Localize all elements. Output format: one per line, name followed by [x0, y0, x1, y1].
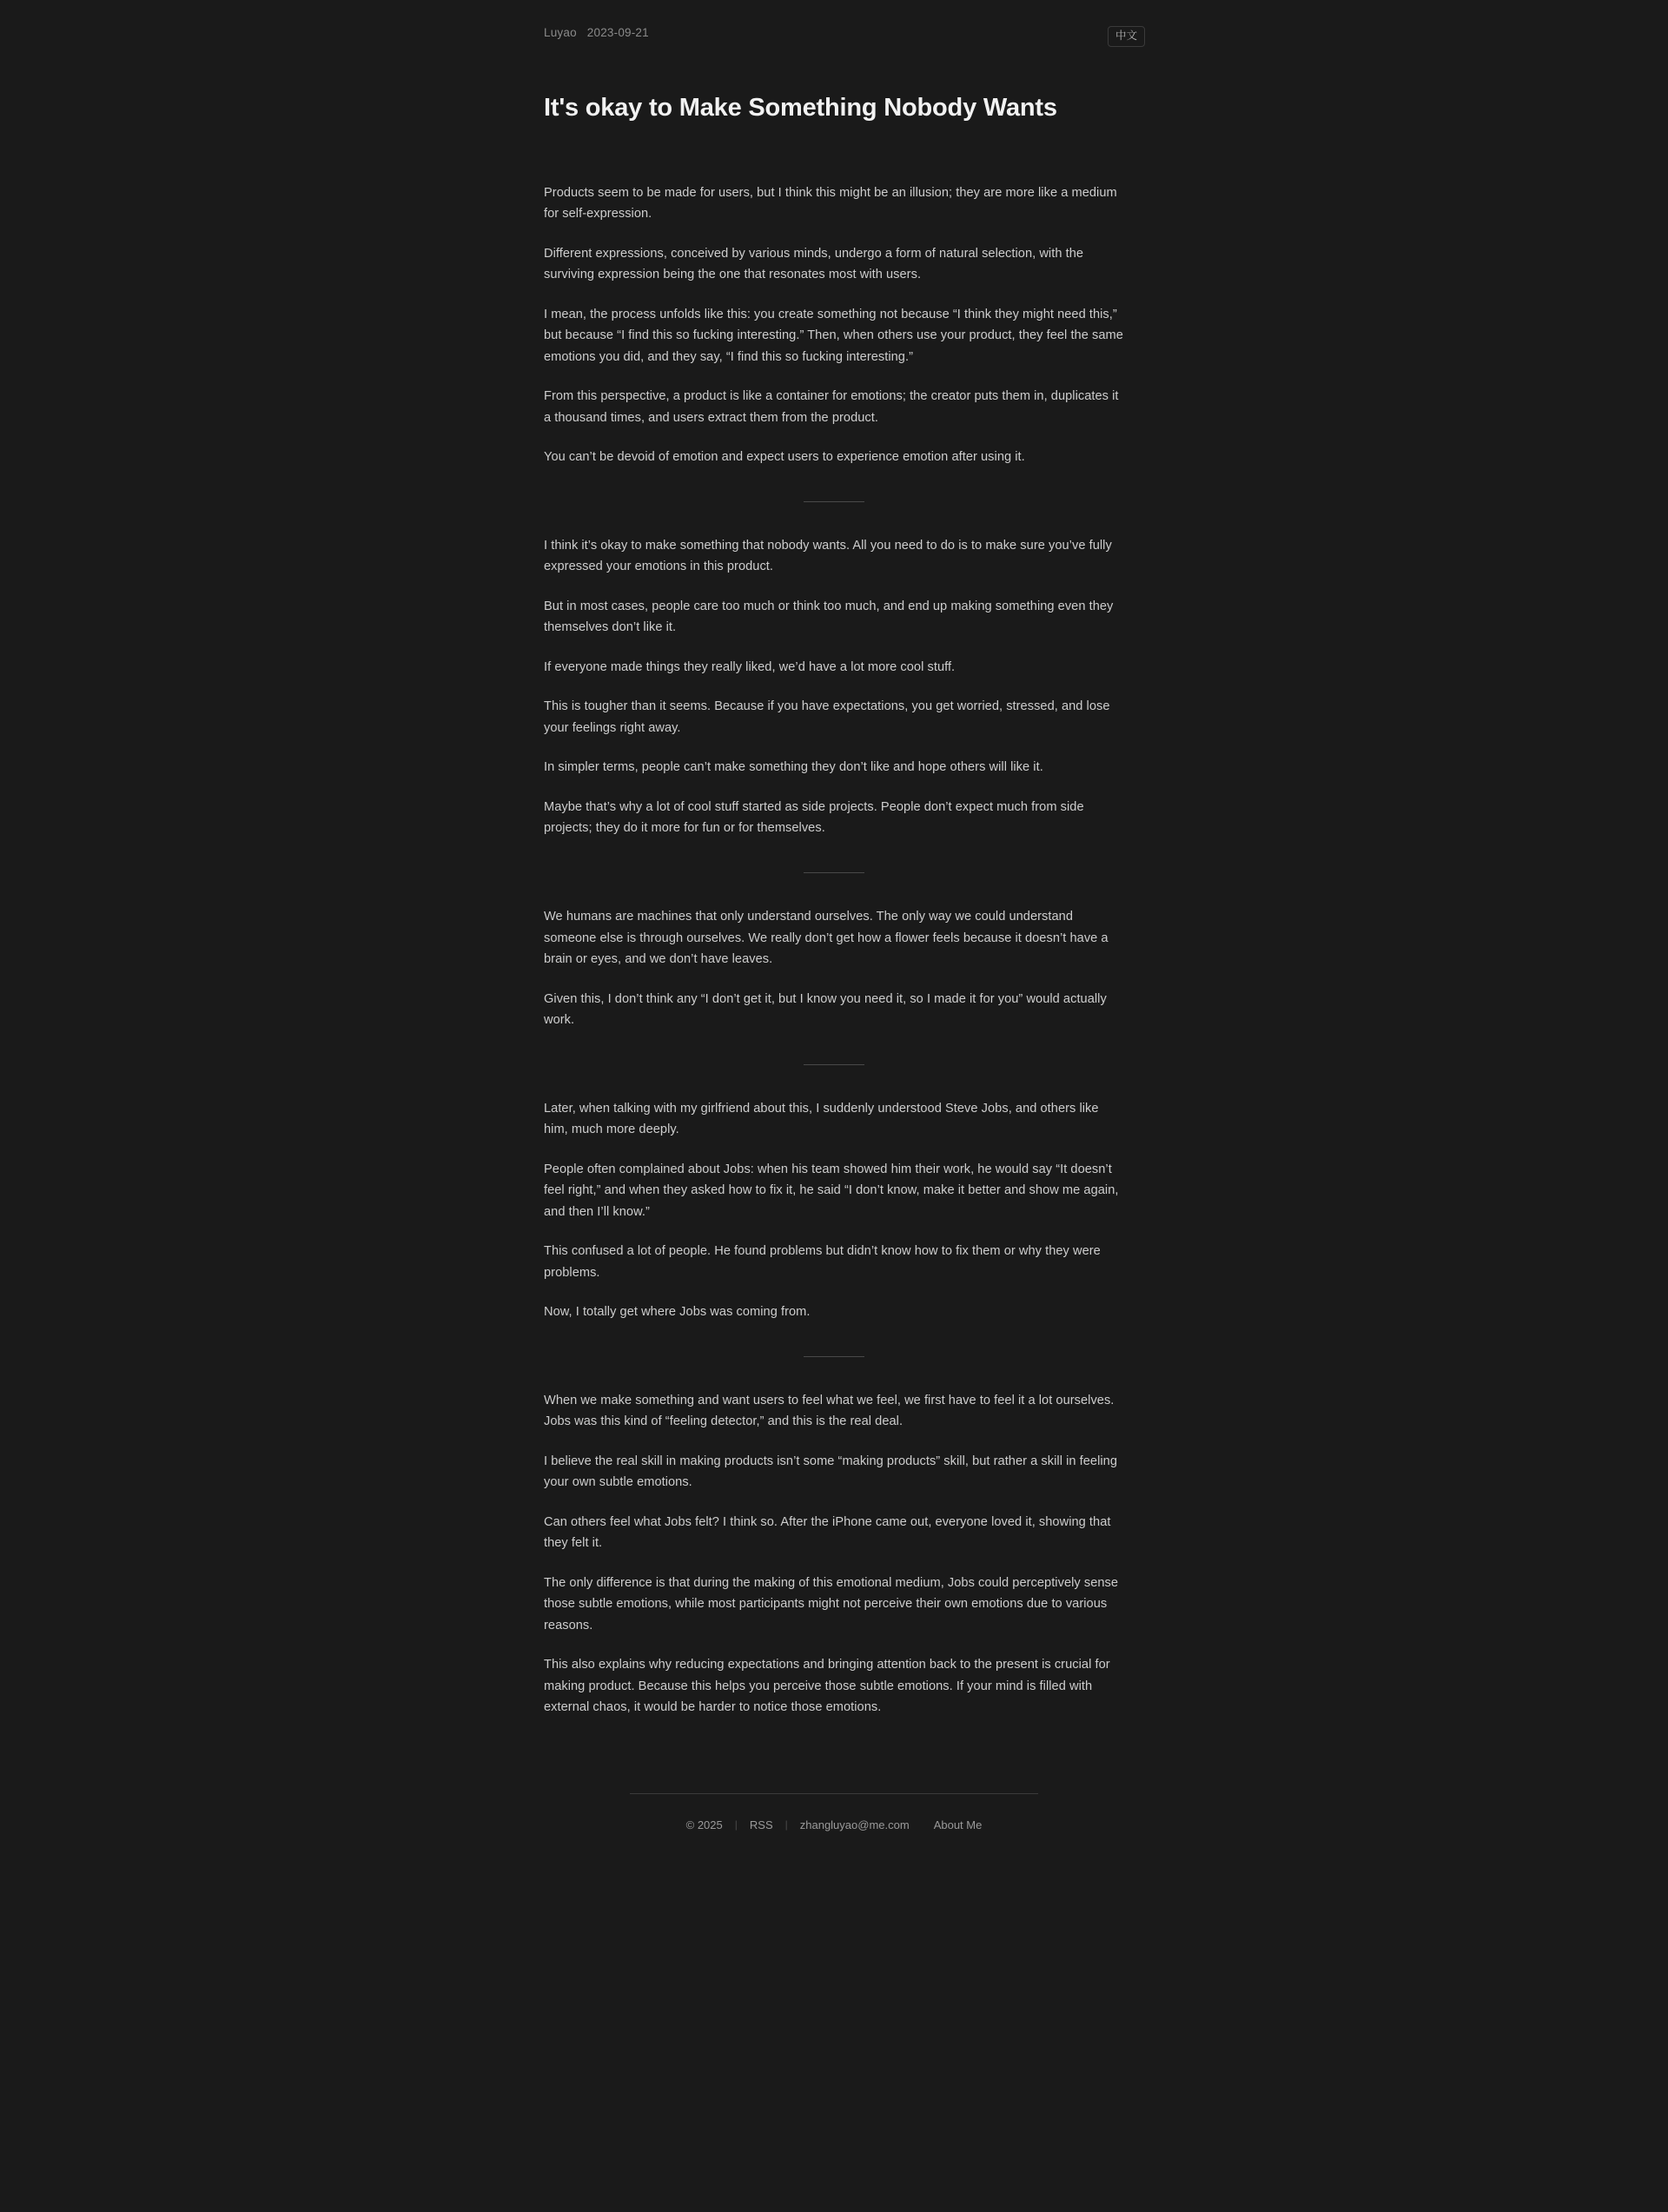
article-section [542, 535, 1126, 839]
paragraph: But in most cases, people care too much or think too much, and end up making something even they themselves don’t like it. [544, 599, 1114, 635]
paragraph: I think it’s okay to make something that nobody wants. All you need to do is to make sure you’ve fully expressed your emotions in this product. [544, 538, 1112, 574]
publish-date: 2023-09-21 [586, 26, 649, 39]
paragraph: People often complained about Jobs: when his team showed him their work, he would say “It doesn’t feel right,” and when they asked how to fix it, he said “I don’t know, make it better and show me again, and then I’ll know.” [544, 1162, 1119, 1219]
paragraph: I believe the real skill in making products isn’t some “making products” skill, but rather a skill in feeling your own subtle emotions. [544, 1454, 1118, 1490]
rss-link[interactable]: RSS [749, 1818, 773, 1831]
author-name: Luyao [544, 26, 577, 39]
copyright-text: © 2025 [685, 1818, 723, 1831]
paragraph: Products seem to be made for users, but I think this might be an illusion; they are more like a medium for self-expression. [544, 185, 1117, 222]
paragraph: When we make something and want users to feel what we feel, we first have to feel it a lot ourselves. Jobs was this kind of “feeling detector,” and this is the real deal. [544, 1393, 1115, 1429]
paragraph: Maybe that’s why a lot of cool stuff started as side projects. People don’t expect much from side projects; they do it more for fun or for themselves. [544, 799, 1084, 836]
paragraph: This also explains why reducing expectations and bringing attention back to the present is crucial for making product. Because this helps you perceive those subtle emotions. If your mind is filled with external chaos, it would be harder to notice those emotions. [544, 1658, 1110, 1715]
paragraph: We humans are machines that only understand ourselves. The only way we could understand someone else is through ourselves. We really don’t get how a flower feels because it doesn’t have a brain or eyes, and we don’t have leaves. [544, 910, 1109, 967]
article-section [542, 1390, 1126, 1719]
article-meta [542, 26, 1137, 52]
content-column [542, 26, 1137, 1866]
article-section [542, 906, 1126, 1031]
paragraph: If everyone made things they really liked, we’d have a lot more cool stuff. [544, 659, 956, 674]
page-title: It's okay to Make Something Nobody Wants [544, 94, 1057, 122]
footer-separator: | [734, 1818, 738, 1831]
paragraph: You can’t be devoid of emotion and expect users to experience emotion after using it. [544, 450, 1025, 465]
article-section [542, 182, 1126, 468]
paragraph: This confused a lot of people. He found problems but didn’t know how to fix them or why they were problems. [544, 1244, 1101, 1280]
paragraph: Given this, I don’t think any “I don’t get it, but I know you need it, so I made it for you” would actually work. [544, 991, 1107, 1028]
article-body [542, 182, 1126, 1719]
email-link[interactable]: zhangluyao@me.com [799, 1818, 910, 1831]
section-divider [804, 1356, 864, 1357]
meta-left-group [542, 26, 649, 39]
paragraph: Later, when talking with my girlfriend about this, I suddenly understood Steve Jobs, and others like him, much more deeply. [544, 1101, 1099, 1137]
paragraph: Now, I totally get where Jobs was coming from. [544, 1305, 811, 1320]
paragraph: In simpler terms, people can’t make something they don’t like and hope others will like it. [544, 760, 1043, 775]
paragraph: From this perspective, a product is like a container for emotions; the creator puts them in, duplicates it a thousand times, and users extract them from the product. [544, 389, 1119, 425]
paragraph: The only difference is that during the making of this emotional medium, Jobs could perceptively sense those subtle emotions, while most participants might not perceive their own emotions due to various reasons. [544, 1575, 1119, 1633]
paragraph: I mean, the process unfolds like this: you create something not because “I think they might need this,” but because “I find this so fucking interesting.” Then, when others use your product, they feel the same emotions you did, and they say, “I find this so fucking interesting.” [544, 307, 1123, 364]
section-divider [804, 1064, 864, 1065]
paragraph: This is tougher than it seems. Because if you have expectations, you get worried, stressed, and lose your feelings right away. [544, 699, 1110, 735]
section-divider [804, 872, 864, 873]
site-footer [542, 1793, 1126, 1866]
about-me-link[interactable]: About Me [933, 1818, 983, 1831]
footer-links [542, 1794, 1126, 1866]
article-section [542, 1098, 1126, 1323]
paragraph: Different expressions, conceived by various minds, undergo a form of natural selection, with the surviving expression being the one that resonates most with users. [544, 246, 1084, 282]
paragraph: Can others feel what Jobs felt? I think so. After the iPhone came out, everyone loved it, showing that they felt it. [544, 1514, 1111, 1551]
section-divider [804, 501, 864, 502]
language-toggle-button[interactable]: 中文 [1108, 26, 1145, 47]
footer-separator: | [784, 1818, 788, 1831]
